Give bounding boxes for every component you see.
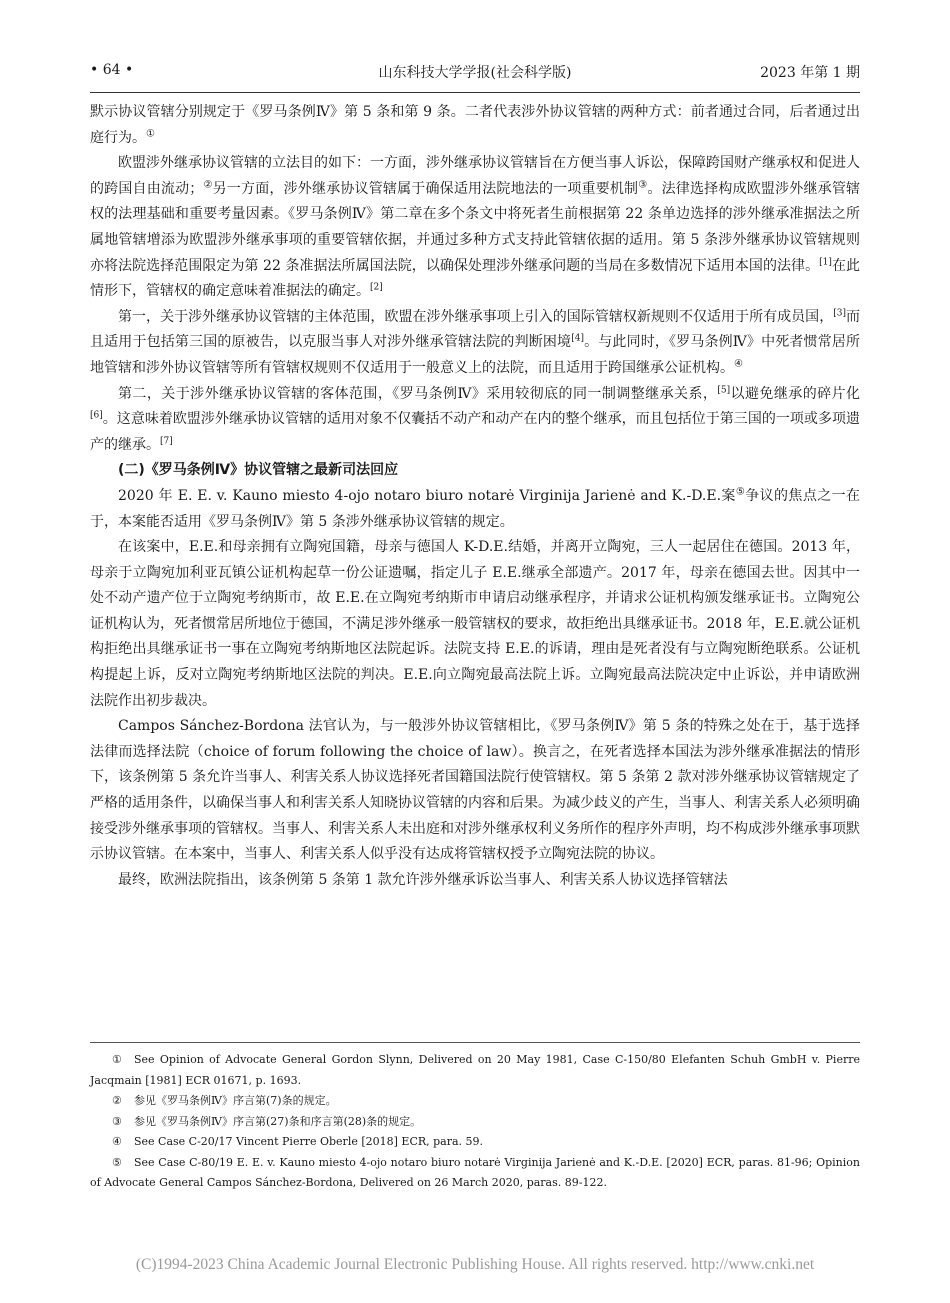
- footnote-marker[interactable]: ⑤: [735, 486, 746, 498]
- running-header: [90, 62, 860, 86]
- paragraph: 默示协议管辖分别规定于《罗马条例Ⅳ》第 5 条和第 9 条。二者代表涉外协议管辖的两种方式：前者通过合同，后者通过出庭行为。①: [90, 104, 860, 146]
- footnote-text: See Opinion of Advocate General Gordon Slynn, Delivered on 20 May 1981, Case C-150/80 Elefanten Schuh GmbH v. Pierre Jacqmain [1981] ECR 01671, p. 1693.: [90, 1053, 860, 1087]
- copyright-notice: (C)1994-2023 China Academic Journal Electronic Publishing House. All rights reserved. http://www.cnki.net: [135, 1256, 815, 1273]
- footnote: [90, 1050, 860, 1091]
- footnote-number: ②: [112, 1094, 122, 1107]
- paragraph: Campos Sánchez-Bordona 法官认为，与一般涉外协议管辖相比，《罗马条例Ⅳ》第 5 条的特殊之处在于，基于选择法律而选择法院（choice of forum following the choice of law）。换言之，在死者选择本国法为涉外继承准据法的情形下，该条例第 5 条允许当事人、利害关系人协议选择死者国籍国法院行使管辖权。第 5 条第 2 款对涉外继承协议管辖规定了严格的适用条件，以确保当事人和利害关系人知晓协议管辖的内容和后果。为减少歧义的产生，当事人、利害关系人必须明确接受涉外继承事项的管辖权。当事人、利害关系人未出庭和对涉外继承权利义务所作的程序外声明，均不构成涉外继承事项默示协议管辖。在本案中，当事人、利害关系人似乎没有达成将管辖权授予立陶宛法院的协议。: [90, 718, 860, 863]
- footnote-number: ③: [112, 1114, 122, 1128]
- footnote: [90, 1112, 860, 1133]
- issue-label: 2023 年第 1 期: [760, 65, 860, 81]
- citation-ref[interactable]: [5]: [717, 384, 731, 395]
- citation-ref[interactable]: [2]: [370, 282, 383, 293]
- footnotes: [90, 1050, 860, 1194]
- paragraph: 在该案中，E.E.和母亲拥有立陶宛国籍，母亲与德国人 K-D.E.结婚，并离开立陶宛，三人一起居住在德国。2013 年，母亲于立陶宛加利亚瓦镇公证机构起草一份公证遗嘱，指定儿子 E.E.继承全部遗产。2017 年，母亲在德国去世。因其中一处不动产遗产位于立陶宛考纳斯市，故 E.E.在立陶宛考纳斯市申请启动继承程序，并请求公证机构颁发继承证书。立陶宛公证机构认为，死者惯常居所地位于德国，不满足涉外继承一般管辖权的要求，故拒绝出具继承证书。2018 年，E.E.就公证机构拒绝出具继承证书一事在立陶宛考纳斯地区法院起诉。法院支持 E.E.的诉请，理由是死者没有与立陶宛断绝联系。公证机构提起上诉，反对立陶宛考纳斯地区法院的判决。E.E.向立陶宛最高法院上诉。立陶宛最高法院决定中止诉讼，并申请欧洲法院作出初步裁决。: [90, 539, 860, 709]
- page-number: • 64 •: [90, 62, 134, 78]
- citation-ref[interactable]: [3]: [833, 308, 846, 319]
- footnote-marker[interactable]: ③: [638, 179, 648, 191]
- footnote-marker[interactable]: ①: [146, 127, 155, 139]
- footnote-number: ⑤: [112, 1155, 122, 1169]
- footnote-marker[interactable]: ④: [734, 358, 743, 370]
- header-divider: [90, 92, 860, 93]
- citation-ref[interactable]: [1]: [819, 256, 832, 267]
- footnote-divider: [90, 1042, 860, 1043]
- citation-ref[interactable]: [6]: [90, 410, 103, 421]
- citation-ref[interactable]: [7]: [160, 436, 173, 447]
- paragraph: 第一，关于涉外继承协议管辖的主体范围，欧盟在涉外继承事项上引入的国际管辖权新规则不仅适用于所有成员国，[3]而且适用于包括第三国的原被告，以克服当事人对涉外继承管辖法院的判断困境[4]。与此同时，《罗马条例Ⅳ》中死者惯常居所地管辖和涉外协议管辖等所有管辖权规则不仅适用于一般意义上的法院，而且适用于跨国继承公证机构。④: [90, 308, 861, 376]
- paragraph: 最终，欧洲法院指出，该条例第 5 条第 1 款允许涉外继承诉讼当事人、利害关系人协议选择管辖法: [118, 871, 728, 888]
- journal-title: 山东科技大学学报(社会科学版): [378, 65, 572, 81]
- footnote-number: ①: [112, 1053, 122, 1066]
- footnote-text: See Case C-80/19 E. E. v. Kauno miesto 4-ojo notaro biuro notarė Virginija Jarienė and K.-D.E. [2020] ECR, paras. 81-96; Opinion of Advocate General Campos Sánchez-Bordona, Delivered on 26 March 2020, paras. 89-122.: [90, 1155, 860, 1189]
- footnote: [90, 1132, 860, 1153]
- footnote-text: See Case C-20/17 Vincent Pierre Oberle [2018] ECR, para. 59.: [134, 1135, 484, 1148]
- footnote-number: ④: [112, 1135, 122, 1148]
- footnote-text: 参见《罗马条例Ⅳ》序言第(27)条和序言第(28)条的规定。: [134, 1114, 422, 1128]
- article-body: [90, 100, 860, 893]
- footnote: [90, 1091, 860, 1112]
- footnote: [90, 1153, 860, 1194]
- section-heading: (二)《罗马条例Ⅳ》协议管辖之最新司法回应: [118, 462, 399, 479]
- citation-ref[interactable]: [4]: [571, 333, 584, 344]
- paragraph: 第二，关于涉外继承协议管辖的客体范围，《罗马条例Ⅳ》采用较彻底的同一制调整继承关系，[5]以避免继承的碎片化[6]。这意味着欧盟涉外继承协议管辖的适用对象不仅囊括不动产和动产在内的整个继承，而且包括位于第三国的一项或多项遗产的继承。[7]: [90, 384, 861, 453]
- footnote-text: 参见《罗马条例Ⅳ》序言第(7)条的规定。: [134, 1094, 337, 1107]
- paragraph: 欧盟涉外继承协议管辖的立法目的如下：一方面，涉外继承协议管辖旨在方便当事人诉讼，保障跨国财产继承权和促进人的跨国自由流动；②另一方面，涉外继承协议管辖属于确保适用法院地法的一项重要机制③。法律选择构成欧盟涉外继承管辖权的法理基础和重要考量因素。《罗马条例Ⅳ》第二章在多个条文中将死者生前根据第 22 条单边选择的涉外继承准据法之所属地管辖增添为欧盟涉外继承事项的重要管辖依据，并通过多种方式支持此管辖依据的适用。第 5 条涉外继承协议管辖规则亦将法院选择范围限定为第 22 条准据法所属国法院，以确保处理涉外继承问题的当局在多数情况下适用本国的法律。[1]在此情形下，管辖权的确定意味着准据法的确定。[2]: [90, 155, 861, 300]
- paragraph: 2020 年 E. E. v. Kauno miesto 4-ojo notaro biuro notarė Virginija Jarienė and K.-D.E.案⑤争议的焦点之一在于，本案能否适用《罗马条例Ⅳ》第 5 条涉外继承协议管辖的规定。: [90, 486, 861, 530]
- footnote-marker[interactable]: ②: [203, 179, 213, 191]
